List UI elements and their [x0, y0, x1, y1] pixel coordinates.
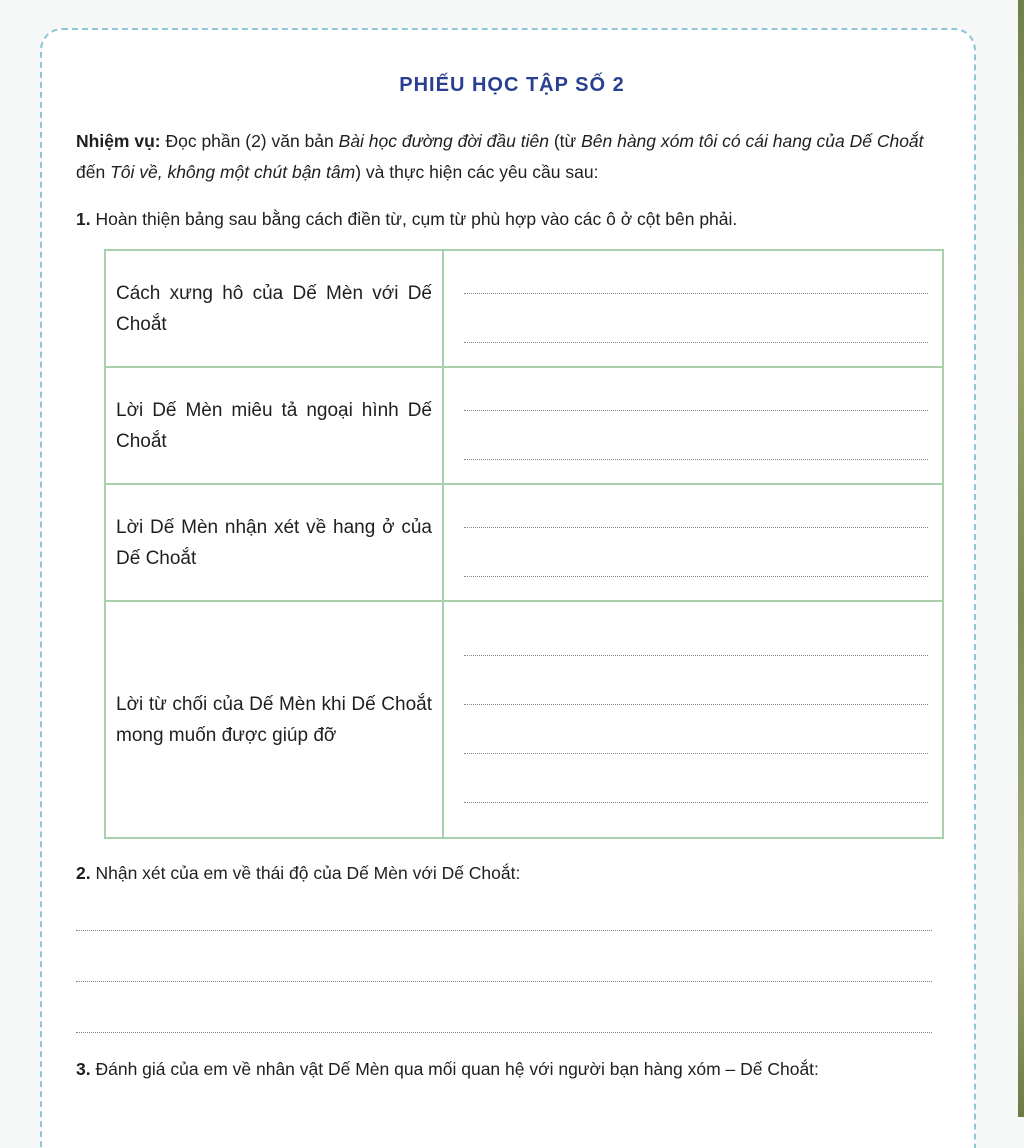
answer-line[interactable] — [464, 735, 928, 754]
question-3-text: Đánh giá của em về nhân vật Dế Mèn qua mối quan hệ với người bạn hàng xóm – Dế Choắt: — [90, 1059, 819, 1079]
question-3-number: 3. — [76, 1059, 91, 1079]
row-label: Cách xưng hô của Dế Mèn với Dế Choắt — [105, 250, 443, 367]
answer-line[interactable] — [464, 637, 928, 656]
answer-cell[interactable] — [443, 601, 943, 838]
task-label: Nhiệm vụ: — [76, 131, 161, 151]
question-2-answer-area[interactable] — [76, 930, 932, 1033]
row-label: Lời từ chối của Dế Mèn khi Dế Choắt mong muốn được giúp đỡ — [105, 601, 443, 838]
answer-line[interactable] — [464, 324, 928, 343]
answer-line[interactable] — [464, 686, 928, 705]
answer-cell[interactable] — [443, 250, 943, 367]
answer-cell[interactable] — [443, 367, 943, 484]
question-2-text: Nhận xét của em về thái độ của Dế Mèn với Dế Choắt: — [90, 863, 521, 883]
question-1 — [76, 204, 956, 235]
worksheet-title: PHIẾU HỌC TẬP SỐ 2 — [399, 74, 625, 96]
answer-line[interactable] — [464, 441, 928, 460]
answer-line[interactable] — [464, 558, 928, 577]
question-1-text: Hoàn thiện bảng sau bằng cách điền từ, cụm từ phù hợp vào các ô ở cột bên phải. — [90, 209, 738, 229]
row-label: Lời Dế Mèn nhận xét về hang ở của Dế Choắt — [105, 484, 443, 601]
table-row — [105, 601, 943, 838]
answer-line[interactable] — [76, 930, 932, 931]
question-3 — [76, 1054, 956, 1085]
question-2-number: 2. — [76, 863, 91, 883]
task-text-4: ) và thực hiện các yêu cầu sau: — [355, 162, 599, 182]
task-instruction — [76, 126, 956, 188]
row-label: Lời Dế Mèn miêu tả ngoại hình Dế Choắt — [105, 367, 443, 484]
table-row — [105, 250, 943, 367]
task-text-2: (từ — [548, 131, 582, 151]
answer-cell[interactable] — [443, 484, 943, 601]
answer-line[interactable] — [464, 275, 928, 294]
table-row — [105, 484, 943, 601]
task-work-title: Bài học đường đời đầu tiên — [338, 131, 549, 151]
answer-line[interactable] — [464, 392, 928, 411]
answer-line[interactable] — [464, 784, 928, 803]
background-edge — [1018, 0, 1024, 1117]
question-1-number: 1. — [76, 209, 91, 229]
answer-line[interactable] — [76, 981, 932, 982]
answer-line[interactable] — [464, 509, 928, 528]
question-2 — [76, 858, 956, 889]
task-text-1: Đọc phần (2) văn bản — [160, 131, 339, 151]
task-excerpt-end: Tôi về, không một chút bận tâm — [110, 162, 356, 182]
table-row — [105, 367, 943, 484]
task-text-3: đến — [76, 162, 111, 182]
answer-table — [104, 249, 944, 839]
answer-line[interactable] — [76, 1032, 932, 1033]
task-excerpt-start: Bên hàng xóm tôi có cái hang của Dế Choắt — [581, 131, 924, 151]
